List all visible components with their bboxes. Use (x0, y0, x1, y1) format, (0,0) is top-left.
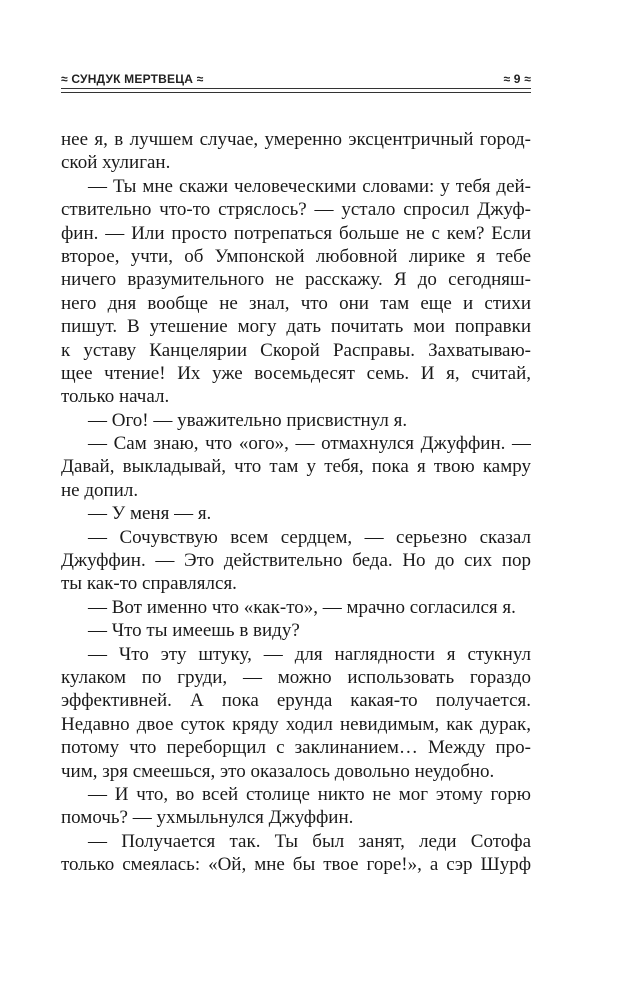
text-line: — Получается так. Ты был занят, леди Сотофа (88, 830, 531, 852)
text-line: — Что ты имеешь в виду? (88, 620, 300, 642)
text-line: Недавно двое суток кряду ходил невидимым, как дурак, (61, 713, 531, 735)
text-line: помочь? — ухмыльнулся Джуффин. (61, 807, 354, 829)
text-line: — Ого! — уважительно присвистнул я. (88, 409, 408, 431)
text-line: — Ты мне скажи человеческими словами: у тебя дей- (88, 175, 531, 197)
text-line: — Вот именно что «как-то», — мрачно согласился я. (88, 596, 516, 618)
text-line: — Что эту штуку, — для наглядности я стукнул (88, 643, 531, 665)
text-line: только смеялась: «Ой, мне бы твое горе!», а сэр Шурф (61, 854, 531, 876)
text-line: чим, зря смеешься, это оказалось довольно неудобно. (61, 760, 495, 782)
running-header (61, 72, 531, 92)
text-line: второе, учти, об Умпонской любовной лирике я тебе (61, 245, 531, 267)
text-line: кулаком по груди, — можно использовать гораздо (61, 666, 531, 688)
text-line: Давай, выкладывай, что там у тебя, пока я твою камру (61, 456, 531, 478)
page-number: ≈ 9 ≈ (503, 72, 531, 86)
text-line: фин. — Или просто потрепаться больше не с кем? Если (61, 222, 531, 244)
text-line: эффективней. А пока ерунда какая-то получается. (61, 690, 531, 712)
book-title-header: ≈ СУНДУК МЕРТВЕЦА ≈ (61, 72, 204, 86)
header-divider (61, 88, 531, 93)
text-line: него дня вообще не знал, что они там еще и стихи (61, 292, 531, 314)
text-line: нее я, в лучшем случае, умеренно эксцентричный город- (61, 129, 531, 150)
text-line: — Сочувствую всем сердцем, — серьезно сказал (88, 526, 531, 548)
text-line: ской хулиган. (61, 152, 171, 174)
text-line: — И что, во всей столице никто не мог этому горю (88, 783, 531, 805)
text-line: к уставу Канцелярии Скорой Расправы. Захватываю- (61, 339, 531, 361)
text-line: — У меня — я. (88, 503, 212, 525)
text-line: — Сам знаю, что «ого», — отмахнулся Джуффин. — (88, 433, 531, 455)
text-line: ничего вразумительного не расскажу. Я до сегодняш- (61, 269, 531, 291)
text-line: ствительно что-то стряслось? — устало спросил Джуф- (61, 199, 531, 221)
text-line: потому что переборщил с заклинанием… Между про- (61, 737, 531, 759)
text-line: только начал. (61, 386, 170, 408)
text-line: Джуффин. — Это действительно беда. Но до сих пор (61, 550, 531, 572)
text-line: ты как-то справлялся. (61, 573, 237, 595)
text-line: щее чтение! Их уже восемьдесят семь. И я, считай, (61, 362, 531, 384)
text-line: не допил. (61, 479, 139, 501)
text-line: пишут. В утешение могу дать почитать мои поправки (61, 316, 531, 338)
body-text (61, 128, 531, 877)
